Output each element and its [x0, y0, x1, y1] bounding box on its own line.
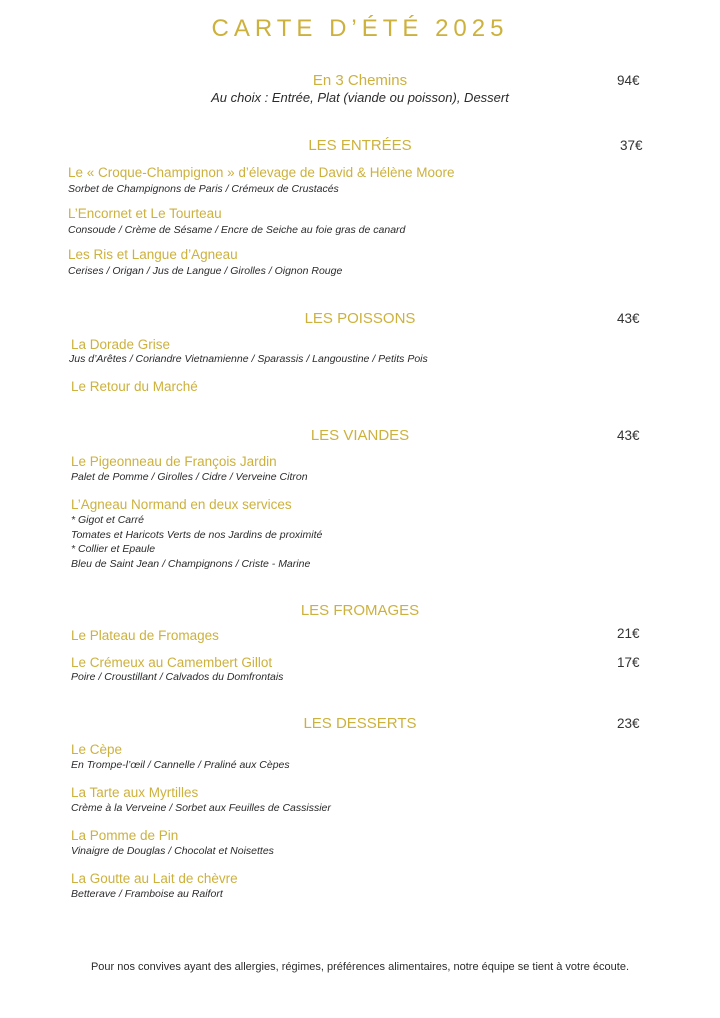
dish-description: Cerises / Origan / Jus de Langue / Girolles / Oignon Rouge: [68, 265, 343, 277]
dish-description-line: * Gigot et Carré: [71, 514, 144, 526]
section-heading-poissons: LES POISSONS: [304, 310, 416, 327]
section-heading-fromages: LES FROMAGES: [300, 602, 420, 619]
allergy-notice: Pour nos convives ayant des allergies, régimes, préférences alimentaires, notre équipe se tient à votre écoute.: [90, 961, 630, 973]
dish-description: Vinaigre de Douglas / Chocolat et Noisettes: [71, 845, 274, 857]
dish-description: Poire / Croustillant / Calvados du Domfrontais: [71, 671, 284, 683]
dish-name: Le Retour du Marché: [71, 379, 198, 394]
dish-price: 21€: [617, 626, 640, 641]
dish-name: Les Ris et Langue d’Agneau: [68, 247, 238, 262]
dish-description-line: * Collier et Epaule: [71, 543, 156, 555]
viandes-price: 43€: [617, 428, 640, 443]
dish-name: Le Cèpe: [71, 742, 123, 757]
dish-name: Le Plateau de Fromages: [71, 628, 219, 643]
dish-description: Sorbet de Champignons de Paris / Crémeux de Crustacés: [68, 183, 339, 195]
entrees-price: 37€: [620, 138, 643, 153]
section-heading-viandes: LES VIANDES: [310, 427, 410, 444]
dish-description-line: Bleu de Saint Jean / Champignons / Criste - Marine: [71, 558, 311, 570]
dish-description: Jus d’Arêtes / Coriandre Vietnamienne / Sparassis / Langoustine / Petits Pois: [69, 353, 428, 365]
dish-description-line: Tomates et Haricots Verts de nos Jardins de proximité: [71, 529, 323, 541]
dish-description: Crème à la Verveine / Sorbet aux Feuilles de Cassissier: [71, 802, 331, 814]
section-heading-entrees: LES ENTRÉES: [308, 137, 412, 154]
dish-name: L’Encornet et Le Tourteau: [68, 206, 222, 221]
dish-name: La Goutte au Lait de chèvre: [71, 871, 238, 886]
chemins-price: 94€: [617, 73, 640, 88]
dish-description: Consoude / Crème de Sésame / Encre de Seiche au foie gras de canard: [68, 224, 406, 236]
desserts-price: 23€: [617, 716, 640, 731]
dish-name: La Dorade Grise: [71, 337, 171, 352]
dish-description: Betterave / Framboise au Raifort: [71, 888, 223, 900]
section-heading-desserts: LES DESSERTS: [303, 715, 417, 732]
dish-price: 17€: [617, 655, 640, 670]
dish-name: Le Pigeonneau de François Jardin: [71, 454, 277, 469]
chemins-description: Au choix : Entrée, Plat (viande ou poisson), Dessert: [211, 90, 509, 105]
dish-description: Palet de Pomme / Girolles / Cidre / Verveine Citron: [71, 471, 308, 483]
chemins-title: En 3 Chemins: [312, 72, 408, 89]
dish-name: Le Crémeux au Camembert Gillot: [71, 655, 273, 670]
dish-name: L’Agneau Normand en deux services: [71, 497, 292, 512]
poissons-price: 43€: [617, 311, 640, 326]
dish-name: La Tarte aux Myrtilles: [71, 785, 199, 800]
dish-name: Le « Croque-Champignon » d’élevage de David & Hélène Moore: [68, 165, 455, 180]
page-title: CARTE D’ÉTÉ 2025: [211, 15, 509, 42]
dish-name: La Pomme de Pin: [71, 828, 179, 843]
dish-description: En Trompe-l’œil / Cannelle / Praliné aux Cèpes: [71, 759, 290, 771]
